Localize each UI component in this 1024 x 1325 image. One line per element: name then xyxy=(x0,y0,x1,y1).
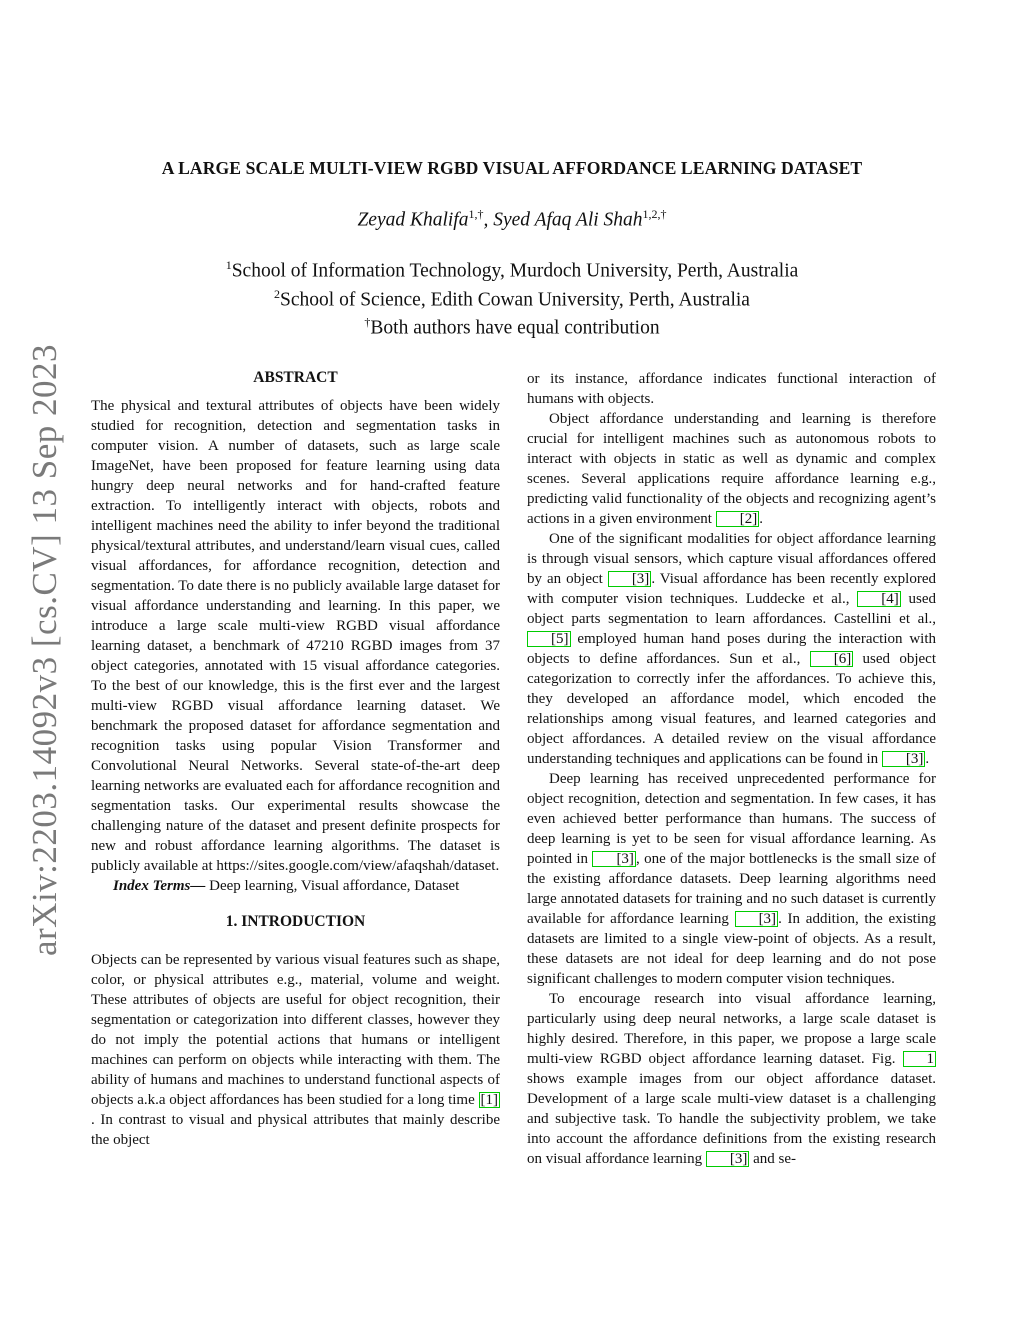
arxiv-sidebar-identifier xyxy=(25,343,64,957)
abstract-heading: ABSTRACT xyxy=(253,369,338,386)
intro-paragraph-4: Deep learning has received unprecedented performance for object recognition, detection and segmentation. In few cases, it has even achieved better performance than humans. The success of deep learning is yet to be seen for visual affordance learning. As pointed in [3] , one of the major bottlenecks is the small size of the existing affordance datasets. Deep learning algorithms need large annotated datasets for training and no such dataset is currently available for affordance learning [3] . In addition, the existing datasets are limited to a single view-point of objects. As a result, these datasets are not ideal for deep learning and do not pose significant challenges to modern computer vision techniques. xyxy=(527,771,936,987)
citation-link[interactable]: [3] xyxy=(735,911,779,927)
index-terms-label: Index Terms— xyxy=(113,878,206,894)
right-column xyxy=(527,369,936,1169)
citation-link[interactable]: [2] xyxy=(716,511,760,527)
arxiv-id-text: arXiv:2203.14092v3 [cs.CV] 13 Sep 2023 xyxy=(25,343,64,957)
index-terms xyxy=(91,876,500,896)
citation-link[interactable]: [4] xyxy=(857,591,901,607)
affiliation-superscript: 1 xyxy=(225,258,232,272)
author-name: Syed Afaq Ali Shah xyxy=(493,209,643,231)
intro-paragraph-1: Objects can be represented by various visual features such as shape, color, or physical attributes e.g., material, volume and weight. These attributes of objects are useful for object recognition, their segmentation or categorization into different classes, however they do not imply the potential actions that humans or intelligent machines can perform on objects while interacting with them. The ability of humans and machines to understand functional aspects of objects a.k.a object affordances has been studied for a long time [1]. In contrast to visual and physical attributes that mainly describe the object xyxy=(91,952,500,1148)
index-terms-text: Deep learning, Visual affordance, Dataset xyxy=(205,878,460,894)
affiliation-text: Both authors have equal contribution xyxy=(370,317,660,339)
paper-title: A LARGE SCALE MULTI-VIEW RGBD VISUAL AFFORDANCE LEARNING DATASET xyxy=(161,158,863,178)
citation-link[interactable]: [3] xyxy=(882,751,926,767)
author-superscript: 1,† xyxy=(468,207,484,221)
affiliation-text: School of Information Technology, Murdoch University, Perth, Australia xyxy=(231,260,799,282)
citation-link[interactable]: [3] xyxy=(608,571,652,587)
affiliation-line xyxy=(0,311,1024,340)
author-superscript: 1,2,† xyxy=(642,207,667,221)
intro-paragraph-5: To encourage research into visual affordance learning, particularly using deep neural networks, a large scale dataset is highly desired. Therefore, in this paper, we propose a large scale multi-view RGBD object affordance learning dataset. Fig. 1 shows example images from our object affordance dataset. Development of a large scale multi-view dataset is a challenging and subjective task. To handle the subjectivity problem, we take into account the affordance definitions from the existing research on visual affordance learning [3] and se- xyxy=(527,991,936,1167)
figure-link[interactable]: 1 xyxy=(903,1051,937,1067)
citation-link[interactable]: [3] xyxy=(706,1151,750,1167)
abstract-text: The physical and textural attributes of objects have been widely studied for recognition, detection and segmentation tasks in computer vision. A number of datasets, such as large scale ImageNet, have been proposed for feature learning using data hungry deep neural networks and for hand-crafted feature extraction. To intelligently interact with objects, robots and intelligent machines need the ability to infer beyond the traditional physical/textural attributes, and understand/learn visual cues, called visual affordances, for affordance recognition, detection and segmentation. To date there is no publicly available large dataset for visual affordance understanding and learning. In this paper, we introduce a large scale multi-view RGBD visual affordance learning dataset, a benchmark of 47210 RGBD images from 37 object categories, annotated with 15 visual affordance categories. To the best of our knowledge, this is the first ever and the largest multi-view RGBD visual affordance learning dataset. We benchmark the proposed dataset for affordance segmentation and recognition tasks using popular Vision Transformer and Convolutional Neural Networks. Several state-of-the-art deep learning networks are evaluated each for affordance recognition and segmentation tasks. Our experimental results showcase the challenging nature of the dataset and present definite prospects for new and robust affordance learning algorithms. The dataset is publicly available at https://sites.google.com/view/afaqshah/dataset. xyxy=(91,398,500,874)
intro-paragraph-2: Object affordance understanding and learning is therefore crucial for intelligent machines such as autonomous robots to interact with objects in static as well as dynamic and complex scenes. Several applications require affordance learning e.g., predicting valid functionality of the objects and recognizing agent’s actions in a given environment [2] . xyxy=(527,411,936,527)
affiliation-superscript: † xyxy=(364,315,371,329)
citation-link[interactable]: [3] xyxy=(592,851,636,867)
author-name: Zeyad Khalifa xyxy=(357,209,469,231)
citation-link[interactable]: [1] xyxy=(480,1092,499,1108)
affiliation-list xyxy=(0,254,1024,340)
intro-paragraph-3: One of the significant modalities for object affordance learning is through visual sensors, which capture visual affordances offered by an object [3] . Visual affordance has been recently explored with computer vision techniques. Luddecke et al., [4] used object parts segmentation to learn affordances. Castellini et al., [5] employed human hand poses during the interaction with objects to define affordances. Sun et al., [6] used object categorization to correctly infer the affordances. To achieve this, they developed an affordance model, which encoded the relationships among visual features, and learned categories and object affordances. A detailed review on the visual affordance understanding techniques and applications can be found in [3] . xyxy=(527,531,937,767)
intro-paragraph-continued: or its instance, affordance indicates functional interaction of humans with objects. xyxy=(527,371,936,407)
affiliation-line xyxy=(0,283,1024,312)
introduction-heading: 1. INTRODUCTION xyxy=(225,913,366,930)
citation-link[interactable]: [5] xyxy=(527,631,571,647)
left-column xyxy=(91,368,500,1150)
affiliation-superscript: 2 xyxy=(274,286,281,301)
affiliation-text: School of Science, Edith Cowan University, Perth, Australia xyxy=(280,289,750,310)
affiliation-line xyxy=(0,254,1024,283)
author-list: Zeyad Khalifa$^{1,\dagger}$, Syed Afaq Ali Shah$^{1,2,\dagger}$ xyxy=(357,207,667,231)
citation-link[interactable]: [6] xyxy=(810,651,854,667)
